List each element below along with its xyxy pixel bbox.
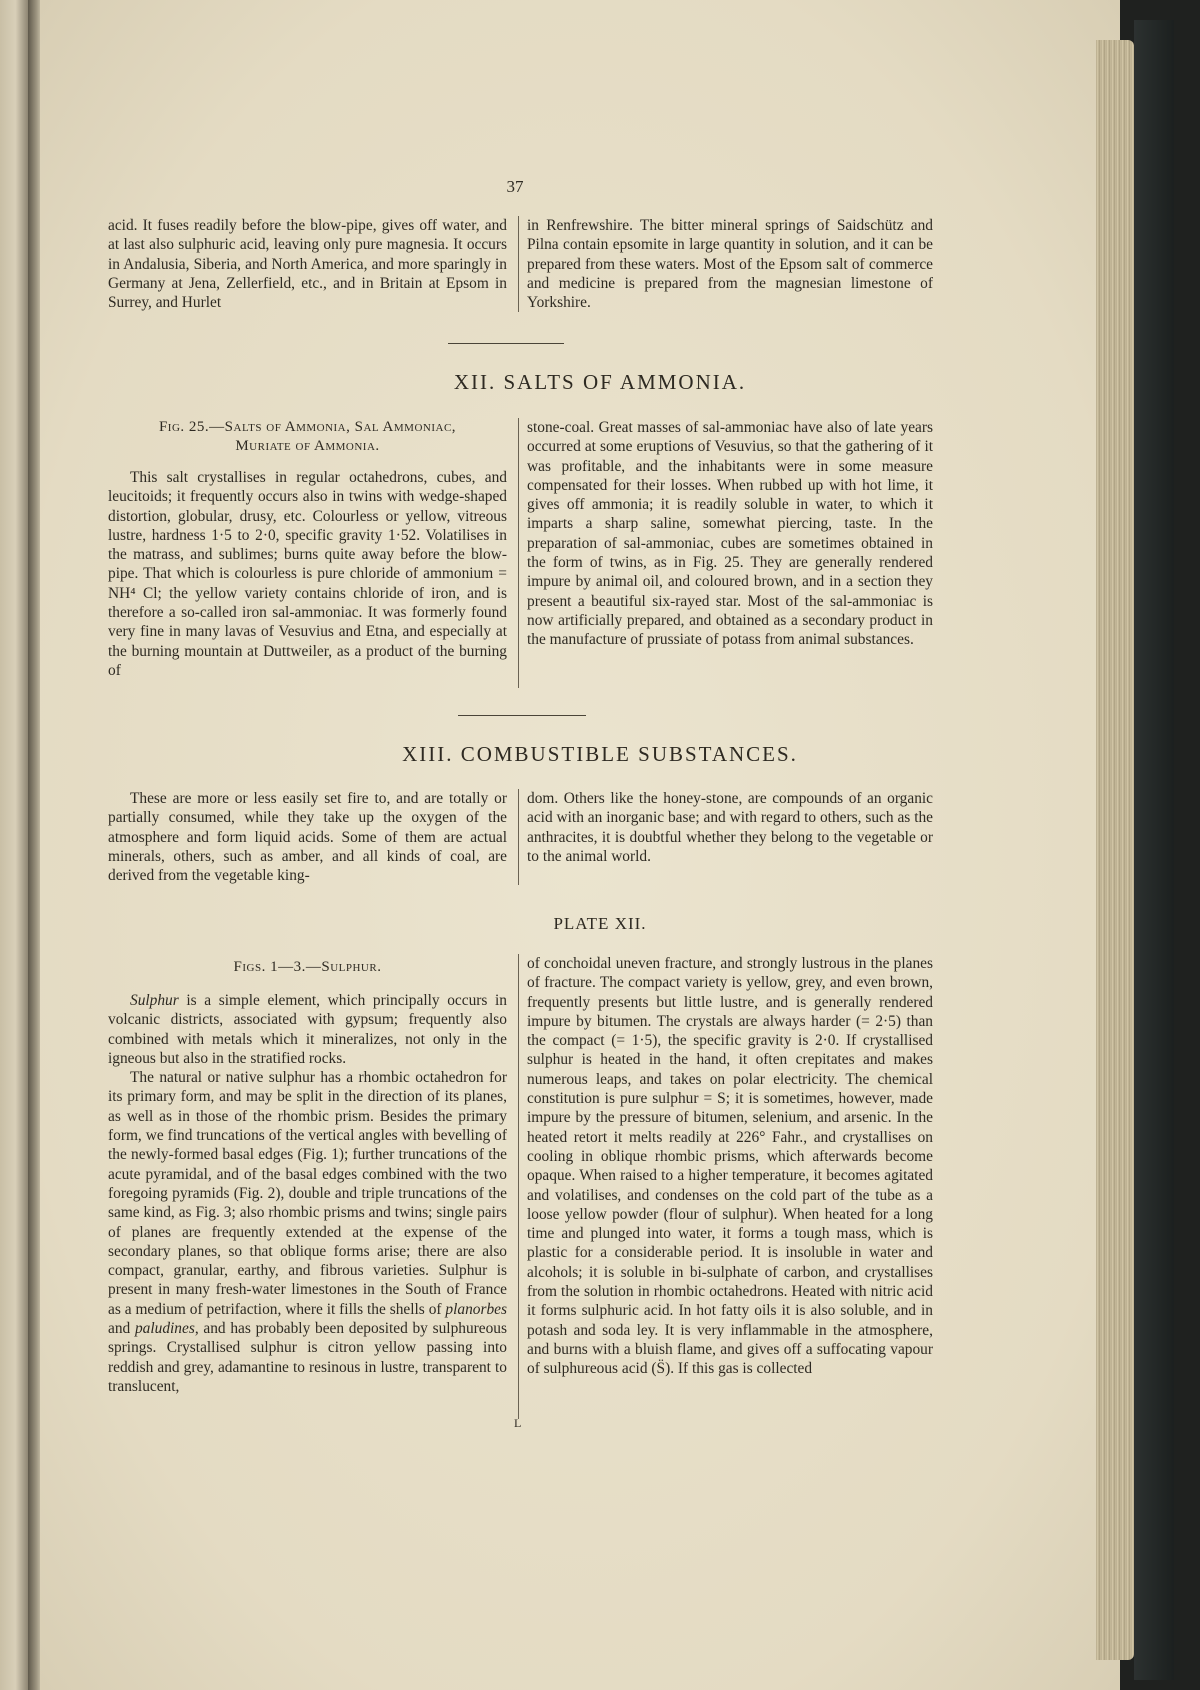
sulphur-right-text: of conchoidal uneven fracture, and strongly lustrous in the planes of fracture. The compact variety is yellow, grey, and even brown, frequently presents but little lustre, and is generally rendered impure by bitumen. The crystals are always harder (= 2·5) than the compact (= 1·5), the specific gravity is 2·0. If crystallised sulphur is heated in the hand, it often crepitates and makes numerous leaps, and takes on polar electricity. The chemical constitution is pure sulphur = S; it is sometimes, however, made impure by the pressure of bitumen, selenium, and arsenic. In the heated retort it melts readily at 226° Fahr., and crystallises on cooling in oblique rhombic prisms, which afterwards become opaque. When raised to a higher temperature, it becomes agitated and volatilises, and condenses on the cold part of the tube as a loose yellow powder (flour of sulphur). When heated for a long time and plunged into water, it forms a tough mass, which is plastic for a considerable period. It is insoluble in water and alcohols; it is soluble in bi-sulphate of carbon, and crystallises from the solution in rhombic octahedrons. Heated with nitric acid it forms sulphuric acid. In hot fatty oils it is also soluble, and in potash and soda ley. It is very inflammable in the atmosphere, and burns with a bluish flame, and gives off a suffocating vapour of sulphureous acid (S̈). If this gas is collected — [527, 955, 933, 1378]
page-block-edges — [1096, 40, 1134, 1660]
fig-25-caption-line1: Fig. 25.—Salts of Ammonia, Sal Ammoniac, — [158, 419, 457, 435]
section-divider — [448, 343, 564, 344]
paludines-term: paludines — [134, 1320, 195, 1338]
combustible-left-text: These are more or less easily set fire to, and are totally or partially consumed, while they take up the oxygen of the atmosphere and form liquid acids. Some of them are actual minerals, others, such as amber, and all kinds of coal, are derived from the vegetable king- — [108, 790, 507, 885]
intro-right-text: in Renfrewshire. The bitter mineral springs of Saidschütz and Pilna contain epsomite in large quantity in solution, and it can be prepared from these waters. Most of the Epsom salt of commerce and medicine is prepared from the magnesian limestone of Yorkshire. — [527, 217, 933, 312]
section-heading-salts-of-ammonia: XII. SALTS OF AMMONIA. — [453, 370, 747, 394]
combustible-right-column — [518, 789, 933, 885]
combustible-right-text: dom. Others like the honey-stone, are compounds of an organic acid with an inorganic base; and with regard to others, such as the anthracites, it is doubtful whether they belong to the vegetable or to the animal world. — [527, 790, 933, 865]
signature-mark: L — [514, 1416, 522, 1430]
ammonia-right-text: stone-coal. Great masses of sal-ammoniac have also of late years occurred at some eruptions of Vesuvius, so that the gathering of it was profitable, and the inhabitants were in some measure compensated for their losses. When rubbed up with hot lime, it gives off ammonia; it is readily soluble in water, to which it imparts a sharp saline, somewhat piercing, taste. In the preparation of sal-ammoniac, cubes are sometimes obtained in the form of twins, as in Fig. 25. They are generally rendered impure by animal oil, and coloured brown, and in a section they present a beautiful six-rayed star. Most of the sal-ammoniac is now artificially prepared, and obtained as a secondary product in the manufacture of prussiate of potass from animal substances. — [527, 419, 933, 649]
plate-heading: PLATE XII. — [553, 914, 647, 933]
combustible-left-column — [108, 789, 507, 885]
sulphur-term: Sulphur — [130, 992, 179, 1009]
ammonia-right-column — [518, 418, 933, 688]
planorbes-term: planorbes — [445, 1300, 507, 1318]
section-heading-combustible-substances: XIII. COMBUSTIBLE SUBSTANCES. — [402, 742, 798, 766]
fig-25-caption — [108, 418, 507, 456]
facing-page-edge — [0, 0, 28, 1690]
intro-left-text: acid. It fuses readily before the blow-pipe, gives off water, and at last also sulphuric acid, leaving only pure magnesia. It occurs in Andalusia, Siberia, and North America, and more sparingly in Germany at Jena, Zellerfield, etc., and in Britain at Epsom in Surrey, and Hurlet — [108, 217, 507, 312]
ammonia-left-column — [108, 418, 507, 680]
sulphur-left-column — [108, 958, 507, 1396]
intro-right-column — [518, 216, 933, 312]
fig-25-caption-line2: Muriate of Ammonia. — [235, 438, 380, 454]
sulphur-figs-caption: Figs. 1—3.—Sulphur. — [233, 959, 382, 975]
book-cover-board — [1134, 20, 1174, 1680]
section-divider — [458, 715, 586, 716]
sulphur-paragraph-1: Sulphur is a simple element, which principally occurs in volcanic districts, associated with gypsum; frequently also combined with metals which it mineralizes, not only in the igneous but also in the stratified rocks. — [108, 992, 507, 1067]
page-number: 37 — [506, 177, 524, 196]
ammonia-left-text: This salt crystallises in regular octahedrons, cubes, and leucitoids; it frequently occurs also in twins with wedge-shaped distortion, globular, drusy, etc. Colourless or yellow, vitreous lustre, hardness 1·5 to 2·0, specific gravity 1·52. Volatilises in the matrass, and sublimes; burns quite away before the blow-pipe. That which is colourless is pure chloride of ammonium = NH⁴ Cl; the yellow variety contains chloride of iron, and is therefore a so-called iron sal-ammoniac. It was formerly found very fine in many lavas of Vesuvius and Etna, and especially at the burning mountain at Duttweiler, as a product of the burning of — [108, 469, 507, 679]
sulphur-right-column — [518, 954, 933, 1419]
intro-left-column — [108, 216, 507, 312]
sulphur-paragraph-2: The natural or native sulphur has a rhombic octahedron for its primary form, and may be split in the direction of its planes, as well as in those of the rhombic prism. Besides the primary form, we find truncations of the vertical angles with bevelling of the newly-formed basal edges (Fig. 1); further truncations of the acute pyramidal, and of the basal edges combined with the two foregoing pyramids (Fig. 2), double and triple truncations of the same kind, as Fig. 3; also rhombic prisms and twins; single pairs of planes are frequently extended at the expense of the secondary planes, so that oblique forms arise; there are also compact, granular, earthy, and fibrous varieties. Sulphur is present in many fresh-water limestones in the South of France as a medium of petrifaction, where it fills the shells of planorbes and paludines, and has probably been deposited by sulphureous springs. Crystallised sulphur is citron yellow passing into reddish and grey, adamantine to resinous in lustre, transparent to translucent, — [108, 1069, 507, 1395]
